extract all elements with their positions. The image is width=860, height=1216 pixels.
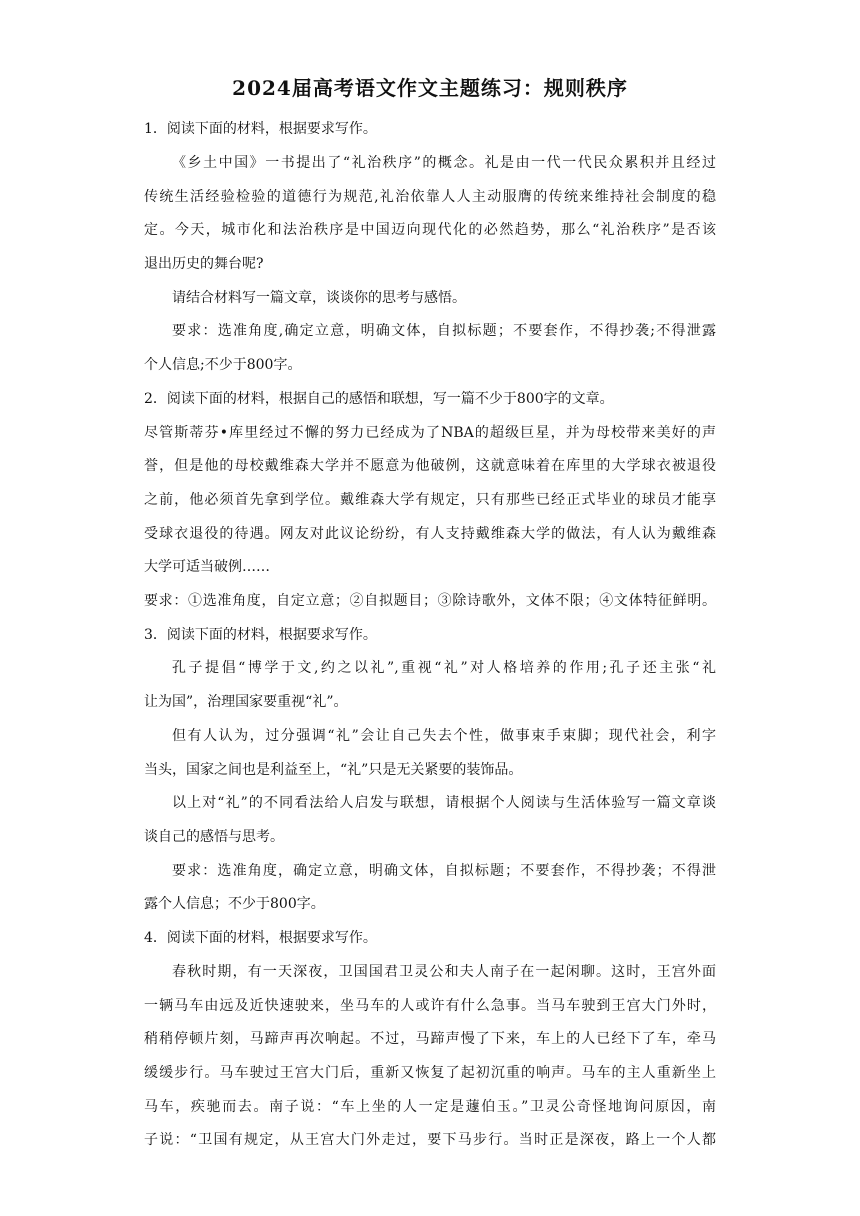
q2-material-line: 誉，但是他的母校戴维森大学并不愿意为他破例，这就意味着在库里的大学球衣被退役 xyxy=(144,458,716,474)
q4-heading: 4．阅读下面的材料，根据要求写作。 xyxy=(144,930,377,946)
q3-heading: 3．阅读下面的材料，根据要求写作。 xyxy=(144,627,377,643)
q3-prompt: 谈自己的感悟与思考。 xyxy=(144,829,284,845)
q1-material-line: 退出历史的舞台呢? xyxy=(144,256,264,272)
q1-requirements: 要求：选准角度,确定立意，明确文体，自拟标题；不要套作，不得抄袭;不得泄露 xyxy=(172,323,716,339)
q2-requirements: 要求：①选准角度，自定立意；②自拟题目；③除诗歌外，文体不限；④文体特征鲜明。 xyxy=(144,593,716,609)
q2-heading: 2．阅读下面的材料，根据自己的感悟和联想，写一篇不少于800字的文章。 xyxy=(144,391,614,407)
q2-material-line: 之前，他必须首先拿到学位。戴维森大学有规定，只有那些已经正式毕业的球员才能享 xyxy=(144,492,716,508)
q3-material-line: 当头，国家之间也是利益至上，“礼”只是无关紧要的装饰品。 xyxy=(144,762,523,778)
q2-material-line: 受球衣退役的待遇。网友对此议论纷纷，有人支持戴维森大学的做法，有人认为戴维森 xyxy=(144,526,716,542)
q4-material-line: 一辆马车由远及近快速驶来，坐马车的人或许有什么急事。当马车驶到王宫大门外时， xyxy=(144,998,716,1014)
q4-material-line: 缓缓步行。马车驶过王宫大门后，重新又恢复了起初沉重的响声。马车的主人重新坐上 xyxy=(144,1065,716,1081)
q1-prompt: 请结合材料写一篇文章，谈谈你的思考与感悟。 xyxy=(172,290,466,306)
q2-material-line: 大学可适当破例…… xyxy=(144,559,270,575)
q1-material-line: 传统生活经验检验的道德行为规范,礼治依靠人人主动服膺的传统来维持社会制度的稳 xyxy=(144,189,716,205)
q1-requirements: 个人信息;不少于800字。 xyxy=(144,357,302,373)
q3-material-line: 但有人认为，过分强调“礼”会让自己失去个性，做事束手束脚；现代社会，利字 xyxy=(172,728,716,744)
q1-material-line: 定。今天，城市化和法治秩序是中国迈向现代化的必然趋势，那么“礼治秩序”是否该 xyxy=(144,222,716,238)
q4-material-line: 春秋时期，有一天深夜，卫国国君卫灵公和夫人南子在一起闲聊。这时，王宫外面 xyxy=(172,964,716,980)
q4-material-line: 子说：“卫国有规定，从王宫大门外走过，要下马步行。当时正是深夜，路上一个人都 xyxy=(144,1132,716,1148)
document-title: 2024届高考语文作文主题练习：规则秩序 xyxy=(232,76,628,100)
q3-requirements: 要求：选准角度，确定立意，明确文体，自拟标题；不要套作，不得抄袭；不得泄 xyxy=(172,863,716,879)
q2-material-line: 尽管斯蒂芬•库里经过不懈的努力已经成为了NBA的超级巨星，并为母校带来美好的声 xyxy=(144,425,716,441)
q4-material-line: 马车，疾驰而去。南子说：“车上坐的人一定是蘧伯玉。”卫灵公奇怪地询问原因，南 xyxy=(144,1099,716,1115)
q3-prompt: 以上对“礼”的不同看法给人启发与联想，请根据个人阅读与生活体验写一篇文章谈 xyxy=(172,795,716,811)
q3-requirements: 露个人信息；不少于800字。 xyxy=(144,896,325,912)
q3-material-line: 孔子提倡“博学于文,约之以礼”,重视“礼”对人格培养的作用;孔子还主张“礼 xyxy=(172,660,716,676)
q1-heading: 1．阅读下面的材料，根据要求写作。 xyxy=(144,121,377,137)
q3-material-line: 让为国”，治理国家要重视“礼”。 xyxy=(144,694,348,710)
q1-material-line: 《乡土中国》一书提出了“礼治秩序”的概念。礼是由一代一代民众累积并且经过 xyxy=(172,155,716,171)
q4-material-line: 稍稍停顿片刻，马蹄声再次响起。不过，马蹄声慢了下来，车上的人已经下了车，牵马 xyxy=(144,1031,716,1047)
